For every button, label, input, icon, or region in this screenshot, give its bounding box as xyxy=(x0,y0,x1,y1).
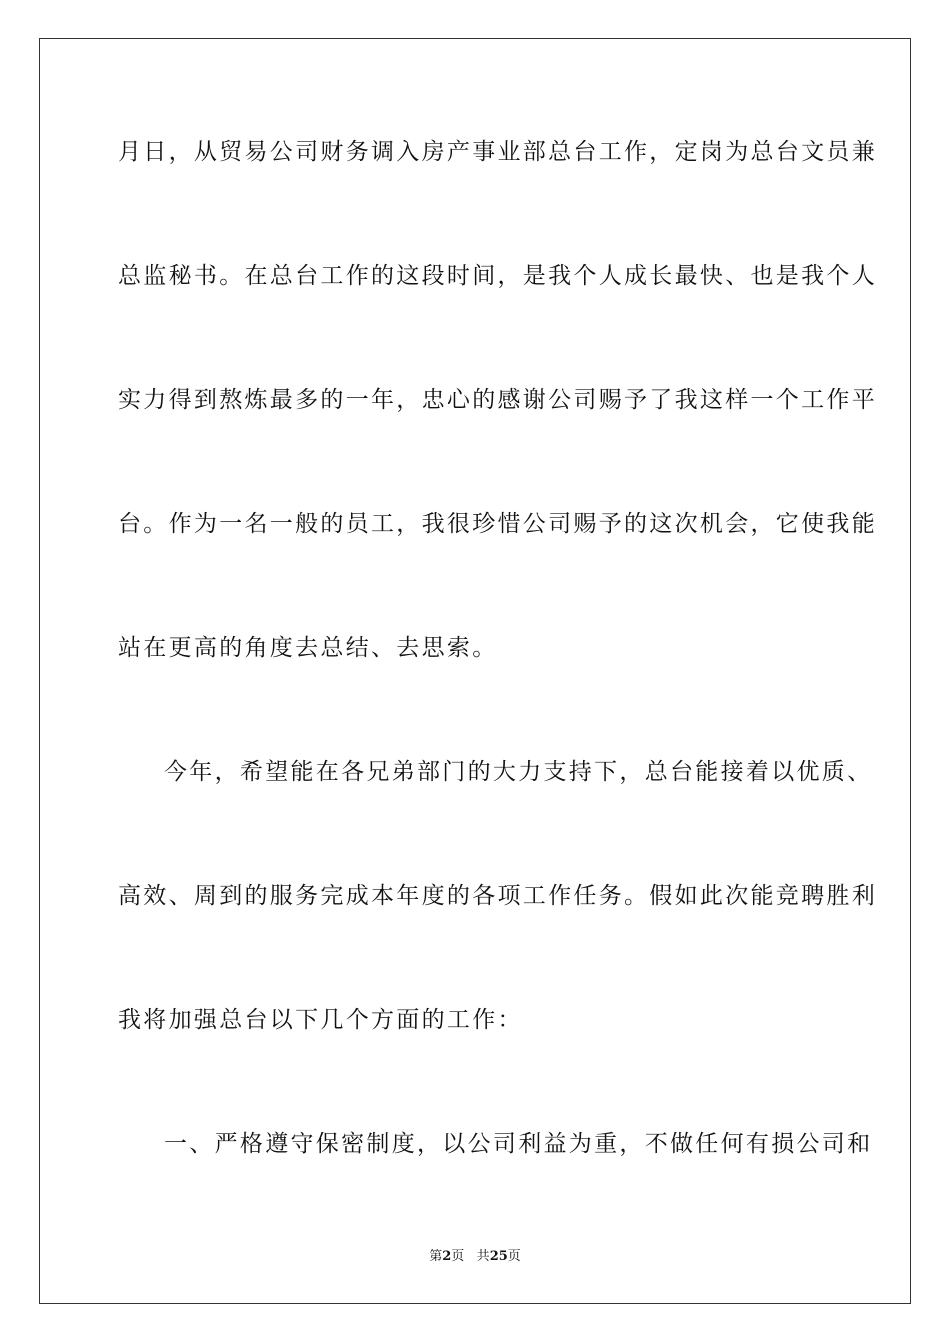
paragraph-line-7: 高效、周到的服务完成本年度的各项工作任务。假如此次能竞聘胜利 xyxy=(118,883,877,909)
page-footer xyxy=(0,1248,950,1266)
footer-total-suffix: 页 xyxy=(507,1249,521,1264)
footer-page-number: 2 xyxy=(442,1249,452,1264)
page-frame xyxy=(39,38,911,1304)
paragraph-line-6: 今年，希望能在各兄弟部门的大力支持下，总台能接着以优质、 xyxy=(164,759,873,785)
footer-prefix: 第 xyxy=(429,1249,443,1264)
paragraph-line-1: 月日，从贸易公司财务调入房产事业部总台工作，定岗为总台文员兼 xyxy=(118,139,877,165)
paragraph-line-3: 实力得到熬炼最多的一年，忠心的感谢公司赐予了我这样一个工作平 xyxy=(118,387,877,413)
footer-page-suffix: 页 xyxy=(451,1249,465,1264)
paragraph-line-4: 台。作为一名一般的员工，我很珍惜公司赐予的这次机会，它使我能 xyxy=(118,511,877,537)
paragraph-line-8: 我将加强总台以下几个方面的工作： xyxy=(118,1007,523,1033)
footer-total-pages: 25 xyxy=(489,1249,508,1264)
paragraph-line-5: 站在更高的角度去总结、去思索。 xyxy=(118,635,498,661)
paragraph-line-2: 总监秘书。在总台工作的这段时间，是我个人成长最快、也是我个人 xyxy=(118,263,877,289)
paragraph-line-9: 一、严格遵守保密制度，以公司利益为重，不做任何有损公司和 xyxy=(164,1131,873,1157)
footer-total-prefix: 共 xyxy=(476,1249,490,1264)
